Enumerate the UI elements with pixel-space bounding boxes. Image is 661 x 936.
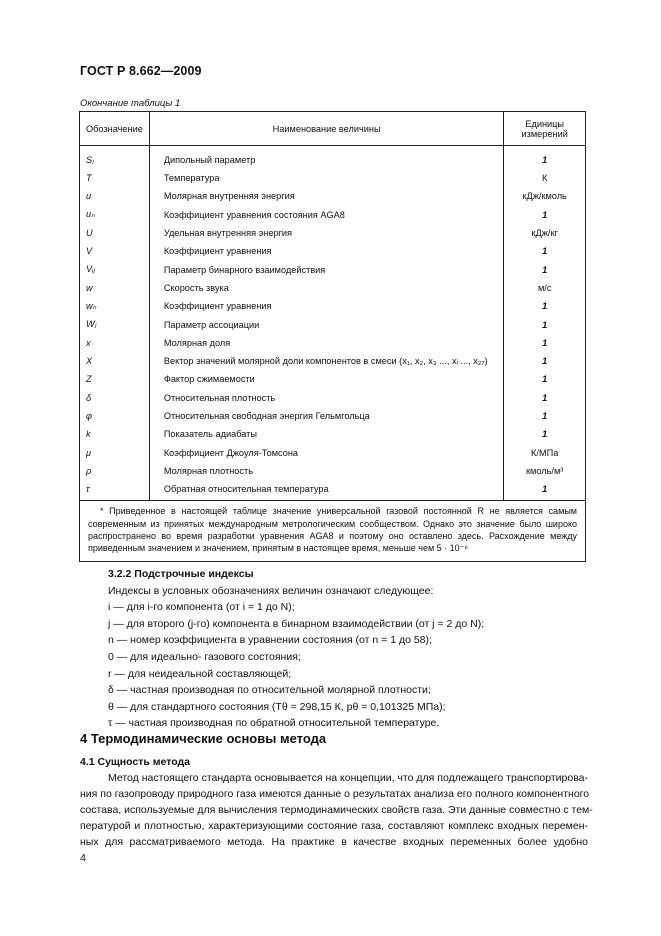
cell-unit: кмоль/м³ bbox=[504, 462, 586, 480]
cell-name: Показатель адиабаты bbox=[149, 425, 504, 443]
cell-symbol: wₙ bbox=[80, 297, 150, 315]
cell-symbol: Sⱼ bbox=[80, 146, 150, 170]
table-footnote bbox=[80, 501, 586, 561]
cell-unit: К/МПа bbox=[504, 443, 586, 461]
table-row bbox=[80, 279, 586, 297]
cell-unit: 1 bbox=[504, 480, 586, 501]
cell-name: Скорость звука bbox=[149, 279, 504, 297]
cell-unit: 1 bbox=[504, 146, 586, 170]
table-row bbox=[80, 187, 586, 205]
cell-name: Дипольный параметр bbox=[149, 146, 504, 170]
table-row bbox=[80, 352, 586, 370]
table-row bbox=[80, 315, 586, 333]
table-row bbox=[80, 480, 586, 501]
cell-symbol: k bbox=[80, 425, 150, 443]
list-item: 0 — для идеально- газового состояния; bbox=[108, 650, 301, 663]
table-row bbox=[80, 370, 586, 388]
list-item: θ — для стандартного состояния (Tθ = 298,15 К, pθ = 0,101325 МПа); bbox=[108, 700, 446, 713]
text-line: состава, используемые для вычисления термодинамических свойств газа. Эти данные совместно с тем- bbox=[80, 804, 593, 816]
cell-symbol: Z bbox=[80, 370, 150, 388]
section-intro: Индексы в условных обозначениях величин означают следующее: bbox=[108, 584, 434, 597]
cell-unit: 1 bbox=[504, 370, 586, 388]
cell-name: Коэффициент Джоуля-Томсона bbox=[149, 443, 504, 461]
cell-symbol: μ bbox=[80, 443, 150, 461]
table-row bbox=[80, 169, 586, 187]
cell-name: Параметр бинарного взаимодействия bbox=[149, 260, 504, 278]
cell-name: Молярная внутренняя энергия bbox=[149, 187, 504, 205]
cell-unit: 1 bbox=[504, 334, 586, 352]
column-header-symbol: Обозначение bbox=[80, 112, 150, 146]
cell-unit: 1 bbox=[504, 242, 586, 260]
table-row bbox=[80, 146, 586, 170]
cell-symbol: T bbox=[80, 169, 150, 187]
cell-unit: 1 bbox=[504, 315, 586, 333]
column-header-name: Наименование величины bbox=[149, 112, 504, 146]
cell-unit: 1 bbox=[504, 425, 586, 443]
table-caption: Окончание таблицы 1 bbox=[80, 98, 181, 109]
cell-name: Параметр ассоциации bbox=[149, 315, 504, 333]
table-row bbox=[80, 443, 586, 461]
cell-name: Температура bbox=[149, 169, 504, 187]
cell-symbol: Wⱼ bbox=[80, 315, 150, 333]
cell-name: Коэффициент уравнения состояния AGA8 bbox=[149, 206, 504, 224]
section-4-1-heading: 4.1 Сущность метода bbox=[80, 756, 191, 768]
list-item: n — номер коэффициента в уравнении состояния (от n = 1 до 58); bbox=[108, 634, 432, 647]
cell-name: Фактор сжимаемости bbox=[149, 370, 504, 388]
table-row bbox=[80, 242, 586, 260]
cell-symbol: U bbox=[80, 224, 150, 242]
column-header-unit: Единицы измерений bbox=[504, 112, 586, 146]
cell-symbol: w bbox=[80, 279, 150, 297]
table-row bbox=[80, 425, 586, 443]
cell-name: Относительная свободная энергия Гельмгольца bbox=[149, 407, 504, 425]
list-item: δ — частная производная по относительной молярной плотности; bbox=[108, 684, 431, 697]
symbols-table bbox=[79, 111, 586, 562]
page-number: 4 bbox=[80, 852, 86, 864]
cell-symbol: Vᵢⱼ bbox=[80, 260, 150, 278]
cell-symbol: ρ bbox=[80, 462, 150, 480]
table-row bbox=[80, 224, 586, 242]
section-heading: 3.2.2 Подстрочные индексы bbox=[108, 568, 254, 580]
document-header: ГОСТ Р 8.662—2009 bbox=[80, 64, 202, 78]
cell-unit: кДж/кг bbox=[504, 224, 586, 242]
table-row bbox=[80, 206, 586, 224]
list-item: τ — частная производная по обратной относительной температуре. bbox=[108, 717, 440, 730]
table-row bbox=[80, 297, 586, 315]
cell-unit: К bbox=[504, 169, 586, 187]
text-line: ния по газопроводу природного газа имеются данные о результатах анализа его полного компонентного bbox=[80, 788, 590, 800]
list-item: j — для второго (j-го) компонента в бинарном взаимодействии (от j = 2 до N); bbox=[108, 617, 485, 630]
text-line: Метод настоящего стандарта основывается на концепции, что для подлежащего транспортирова- bbox=[108, 772, 588, 784]
table-row bbox=[80, 462, 586, 480]
section-3-2-2 bbox=[80, 566, 588, 732]
cell-unit: 1 bbox=[504, 206, 586, 224]
cell-symbol: X bbox=[80, 352, 150, 370]
cell-unit: 1 bbox=[504, 407, 586, 425]
cell-symbol: uₙ bbox=[80, 206, 150, 224]
cell-name: Молярная доля bbox=[149, 334, 504, 352]
section-4-heading: 4 Термодинамические основы метода bbox=[80, 731, 327, 746]
cell-name: Относительная плотность bbox=[149, 389, 504, 407]
cell-name: Коэффициент уравнения bbox=[149, 297, 504, 315]
cell-name: Удельная внутренняя энергия bbox=[149, 224, 504, 242]
text-line: пературой и плотностью, характеризующими состояние газа, составляют комплекс входных перемен- bbox=[80, 820, 588, 832]
cell-unit: кДж/кмоль bbox=[504, 187, 586, 205]
text-line: ных для рассматриваемого метода. На практике в качестве входных переменных более удобно bbox=[80, 836, 588, 848]
cell-symbol: φ bbox=[80, 407, 150, 425]
table-row bbox=[80, 260, 586, 278]
section-4-1-body bbox=[80, 770, 593, 850]
cell-symbol: u bbox=[80, 187, 150, 205]
cell-unit: 1 bbox=[504, 297, 586, 315]
cell-symbol: δ bbox=[80, 389, 150, 407]
table-row bbox=[80, 334, 586, 352]
cell-name: Коэффициент уравнения bbox=[149, 242, 504, 260]
table-row bbox=[80, 389, 586, 407]
footnote-text: * Приведенное в настоящей таблице значение универсальной газовой постоянной R не является самым современным из принятых международным метрологическим сообществом. Однако это значение было широко распространено во время разработки уравнения AGA8 и поэтому оно оставлено здесь. Расхождение между приведенным значением и значением, принятым в настоящее время, меньше чем 5 · 10⁻⁶ bbox=[88, 506, 577, 554]
cell-symbol: τ bbox=[80, 480, 150, 501]
cell-unit: м/с bbox=[504, 279, 586, 297]
cell-symbol: x bbox=[80, 334, 150, 352]
cell-unit: 1 bbox=[504, 389, 586, 407]
cell-name: Обратная относительная температура bbox=[149, 480, 504, 501]
list-item: i — для i-го компонента (от i = 1 до N); bbox=[108, 601, 295, 614]
table-row bbox=[80, 407, 586, 425]
cell-unit: 1 bbox=[504, 352, 586, 370]
cell-name: Вектор значений молярной доли компонентов в смеси (x₁, x₂, x₃ ..., xᵢ ..., x₂₇) bbox=[149, 352, 504, 370]
cell-unit: 1 bbox=[504, 260, 586, 278]
cell-symbol: V bbox=[80, 242, 150, 260]
cell-name: Молярная плотность bbox=[149, 462, 504, 480]
list-item: r — для неидеальной составляющей; bbox=[108, 667, 292, 680]
